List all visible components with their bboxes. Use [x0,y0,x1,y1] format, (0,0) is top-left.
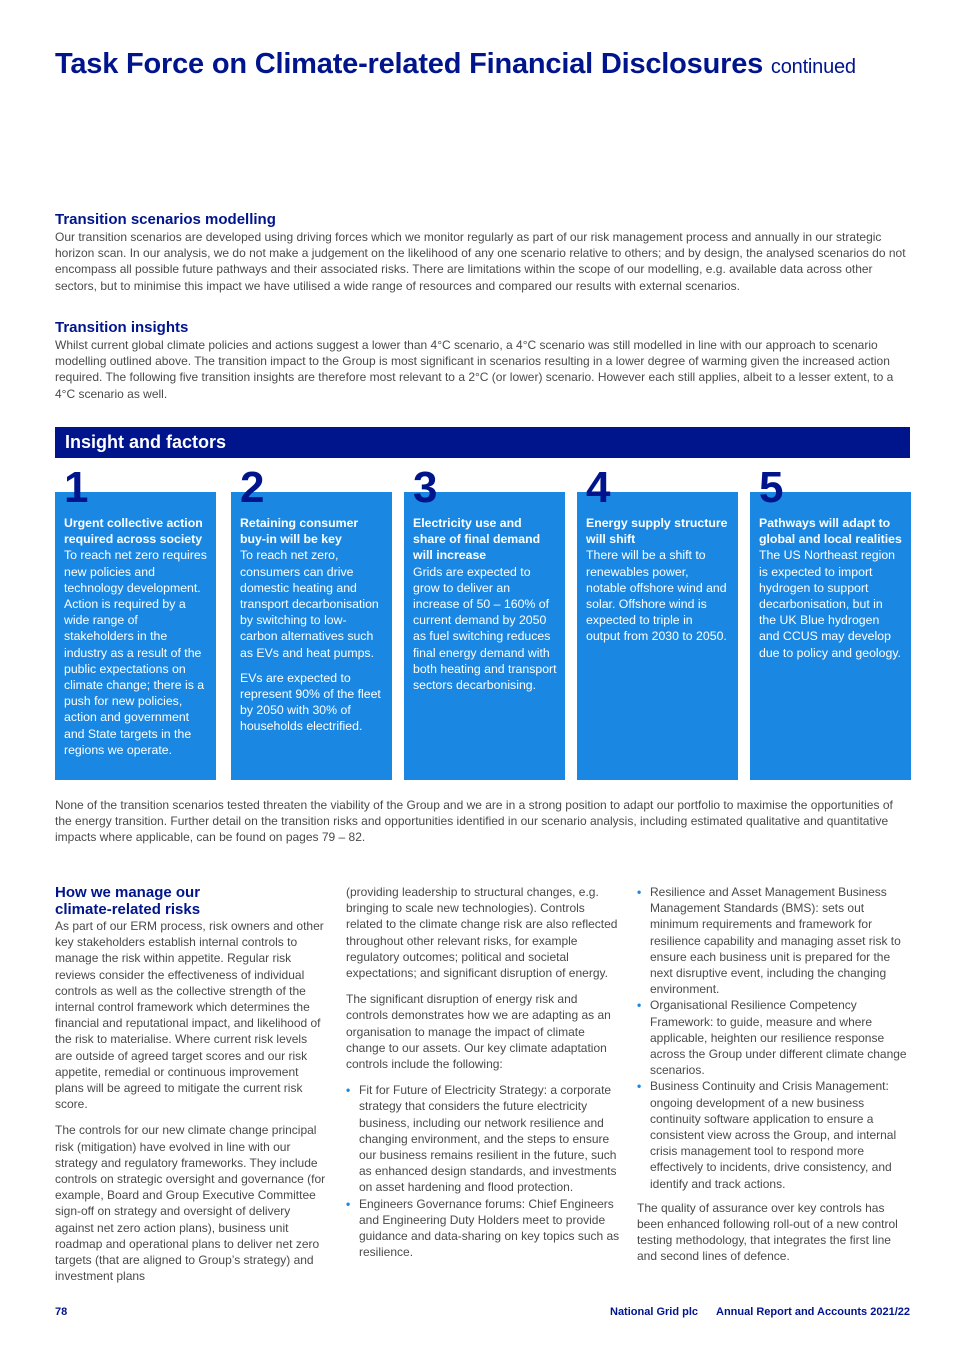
list-item: • Organisational Resilience Competency Framework: to guide, measure and where applicable, heighten our resilience response across the Group under different climate change scenarios. [637,997,910,1078]
insight-number-3: 3 [413,463,438,512]
transition-scenarios-body: Our transition scenarios are developed using driving forces which we monitor regularly as part of our risk management process and annually in our strategic horizon scan. In our analysis, we do not make a judgement on the likelihood of any one scenario relative to others; and by design, the analysed scenarios do not encompass all possible future pathways and their associated risks. There are limitations within the scope of our modelling, e.g. available data across other sectors, but to minimise this impact we have utilised a wide range of resources and compared our results with external scenarios. [55,230,906,293]
manage-risks-column-middle [346,884,620,1260]
insight-card-1 [55,492,216,780]
insight-number-2: 2 [240,463,265,512]
transition-insights-body: Whilst current global climate policies and actions suggest a lower than 4°C scenario, a 4°C scenario was still modelled in line with our approach to scenario modelling outlined above. The transition impact to the Group is most significant in scenarios resulting in a lower degree of warming given the increased action required. The following five transition insights are therefore most relevant to a 2°C (or lower) scenario. However each still applies, albeit to a lesser extent, to a 4°C scenario as well. [55,338,894,401]
insight-card-body: The US Northeast region is expected to import hydrogen to support decarbonisation, but in the UK Blue hydrogen and CCUS may develop due to policy and geology. [759,548,901,660]
insight-card-title: Electricity use and share of final demand will increase [413,516,541,563]
footer-report: Annual Report and Accounts 2021/22 [716,1306,910,1318]
insight-banner-title: Insight and factors [65,432,227,452]
insight-card-2 [231,492,392,780]
insight-card-title: Retaining consumer buy-in will be key [240,516,359,547]
transition-insights-heading: Transition insights [55,319,189,336]
transition-insights-section [55,319,910,402]
footer-company: National Grid plc [610,1306,699,1318]
insight-number-5: 5 [759,463,784,512]
continued-label: continued [770,56,856,78]
insight-card-title: Energy supply structure will shift [586,516,728,547]
adaptation-controls-list-right [637,884,910,1192]
list-item: • Fit for Future of Electricity Strategy: a corporate strategy that considers the future electricity business, including our network resilience and changing environment, and the steps to ensure our business remains resilient in the future, such as enhanced design standards, and investments on asset hardening and flood protection. [346,1082,620,1195]
transition-scenarios-heading: Transition scenarios modelling [55,211,276,228]
page-title [55,48,856,81]
manage-risks-column-right [637,884,910,1275]
adaptation-controls-list-mid [346,1082,620,1260]
insight-card-body-extra: EVs are expected to represent 90% of the fleet by 2050 with 30% of households electrified. [240,670,381,734]
manage-risks-para-2: The controls for our new climate change principal risk (mitigation) have evolved in line with our strategy and regulatory frameworks. They include controls on strategic oversight and governance (for example, Board and Group Executive Committee sign-off on strategy and oversight of delivery against net zero action plans), business unit roadmap and operational plans to deliver net zero targets (that are aligned to Group’s strategy) and investment plans [55,1123,326,1284]
manage-risks-para-5: The quality of assurance over key controls has been enhanced following roll-out of a new control testing methodology, that integrates the first line and second lines of defence. [637,1200,898,1264]
insight-card-title: Pathways will adapt to global and local realities [759,516,902,547]
insight-card-5 [750,492,911,780]
footer-info [610,1306,910,1318]
insight-card-4 [577,492,738,780]
insight-card-body: There will be a shift to renewables power, notable offshore wind and solar. Offshore wind is expected to triple in output from 2030 to 2050. [586,548,727,644]
manage-risks-para-1: As part of our ERM process, risk owners and other key stakeholders establish internal controls to manage the risk within appetite. Regular risk reviews consider the effectiveness of individual controls as well as the collective strength of the internal control framework which determines the financial and reputational impact, and likelihood of the risk to materialise. Where current risk levels are outside of agreed target scores and our risk appetite, remedial or continuous improvement plans will be agreed to mitigate the current risk score. [55,919,324,1112]
manage-risks-para-4: The significant disruption of energy risk and controls demonstrates how we are adapting as an organisation to manage the impact of climate change to our assets. Our key climate adaptation controls include the following: [346,992,611,1072]
insight-card-body: To reach net zero, consumers can drive domestic heating and transport decarbonisation by switching to low-carbon alternatives such as EVs and heat pumps. [240,548,379,660]
insight-number-4: 4 [586,463,611,512]
insight-card-body: To reach net zero requires new policies and technology development. Action is required by a wide range of stakeholders in the industry as a result of the public expectations on climate change; there is a push for new policies, action and government and State targets in the regions we operate. [64,548,207,757]
insight-number-1: 1 [64,463,89,512]
insights-summary-paragraph: None of the transition scenarios tested threaten the viability of the Group and we are in a strong position to adapt our portfolio to maximise the opportunities of the energy transition. Further detail on the transition risks and opportunities identified in our scenario analysis, including estimated qualitative and quantitative impacts where applicable, can be found on pages 79 – 82. [55,798,893,845]
list-item: • Business Continuity and Crisis Management: ongoing development of a new business continuity software application to ensure a consistent view across the Group, and internal crisis management tool to respond more effectively to incidents, drive consistency, and identify and track actions. [637,1078,910,1191]
manage-risks-heading: How we manage our climate-related risks [55,884,201,918]
list-item: • Engineers Governance forums: Chief Engineers and Engineering Duty Holders meet to provide guidance and data-sharing on key topics such as resilience. [346,1196,620,1261]
manage-risks-para-3: (providing leadership to structural changes, e.g. bringing to scale new technologies). Controls related to the climate change risk are also reflected throughout other relevant risks, for example regulatory outcomes; political and societal expectations; and significant disruption of energy. [346,885,618,981]
insight-card-title: Urgent collective action required across society [64,516,203,547]
page-number: 78 [55,1306,68,1318]
page-title-text: Task Force on Climate-related Financial Disclosures [55,48,764,80]
list-item: • Resilience and Asset Management Business Management Standards (BMS): sets out minimum requirements and framework for resilience capability and managing asset risk to ensure each business unit is prepared for the next disruptive event, including the changing environment. [637,884,910,997]
insight-card-body: Grids are expected to grow to deliver an increase of 50 – 160% of current demand by 2050 as fuel switching reduces final energy demand with both heating and transport sectors decarbonising. [413,564,557,693]
transition-scenarios-section [55,211,910,294]
insight-card-3 [404,492,565,780]
manage-risks-column-left [55,884,327,1294]
insight-banner [55,427,910,458]
